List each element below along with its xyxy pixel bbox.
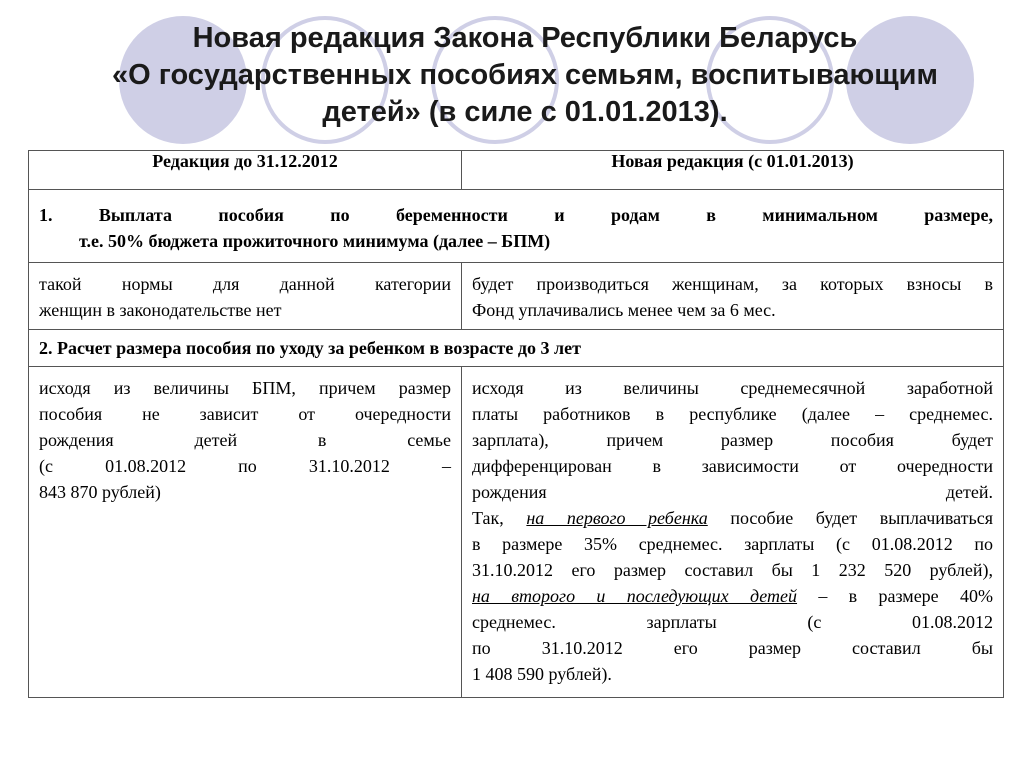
row2-new-line-3: зарплата), причем размер пособия будет xyxy=(472,430,993,450)
section-1-line-1: 1. Выплата пособия по беременности и родам в минимальном размере, xyxy=(39,205,993,225)
line9-end: – в размере 40% xyxy=(797,586,993,606)
table-header-row xyxy=(29,151,1004,190)
section-2-row xyxy=(29,330,1004,367)
row2-new-line-10: среднемес. зарплаты (с 01.08.2012 xyxy=(472,612,993,632)
row2-new-line-5: рождения детей. xyxy=(472,482,993,502)
section-1-row xyxy=(29,190,1004,263)
first-child-emphasis: на первого ребенка xyxy=(526,508,708,528)
row1-old-cell xyxy=(29,263,462,330)
row1-new-cell xyxy=(462,263,1004,330)
row2-new-line-12: 1 408 590 рублей). xyxy=(472,664,612,684)
line6-end: пособие будет выплачиваться xyxy=(707,508,994,528)
row2-old-line-1: исходя из величины БПМ, причем размер xyxy=(39,378,451,398)
row1-new-line-1: будет производиться женщинам, за которых взносы в xyxy=(472,274,993,294)
row2-new-line-4: дифференцирован в зависимости от очередности xyxy=(472,456,993,476)
row2-new-line-2: платы работников в республике (далее – среднемес. xyxy=(472,404,993,424)
header-new-edition: Новая редакция (с 01.01.2013) xyxy=(462,151,1004,190)
comparison-table xyxy=(28,150,1004,698)
row1-new-line-2: Фонд уплачивались менее чем за 6 мес. xyxy=(472,300,776,320)
line6-start: Так, xyxy=(472,508,527,528)
table-row xyxy=(29,367,1004,698)
title-line-3: детей» (в силе с 01.01.2013). xyxy=(322,96,728,128)
row2-old-line-4: (с 01.08.2012 по 31.10.2012 – xyxy=(39,456,451,476)
row1-old-line-2: женщин в законодательстве нет xyxy=(39,300,282,320)
title-line-1: Новая редакция Закона Республики Беларусь xyxy=(192,22,858,54)
row2-new-line-9 xyxy=(472,583,993,609)
row2-new-line-11: по 31.10.2012 его размер составил бы xyxy=(472,638,993,658)
second-child-emphasis: на второго и последующих детей xyxy=(472,586,798,606)
row2-new-line-1: исходя из величины среднемесячной заработной xyxy=(472,378,993,398)
section-1-line-2: т.е. 50% бюджета прожиточного минимума (далее – БПМ) xyxy=(79,231,551,251)
row2-old-line-2: пособия не зависит от очередности xyxy=(39,404,451,424)
row2-old-line-3: рождения детей в семье xyxy=(39,430,451,450)
row2-old-line-5: 843 870 рублей) xyxy=(39,482,161,502)
row2-new-cell xyxy=(462,367,1004,698)
row1-old-line-1: такой нормы для данной категории xyxy=(39,274,451,294)
row2-new-line-8: 31.10.2012 его размер составил бы 1 232 520 рублей), xyxy=(472,560,993,580)
row2-old-cell xyxy=(29,367,462,698)
header-old-edition: Редакция до 31.12.2012 xyxy=(29,151,462,190)
row2-new-line-7: в размере 35% среднемес. зарплаты (с 01.08.2012 по xyxy=(472,534,993,554)
section-2-heading: 2. Расчет размера пособия по уходу за ребенком в возрасте до 3 лет xyxy=(29,330,1004,367)
row2-new-line-6 xyxy=(472,505,993,531)
title-line-2: «О государственных пособиях семьям, воспитывающим xyxy=(112,59,938,91)
page-title xyxy=(60,20,990,131)
section-1-heading xyxy=(29,190,1004,263)
table-row xyxy=(29,263,1004,330)
